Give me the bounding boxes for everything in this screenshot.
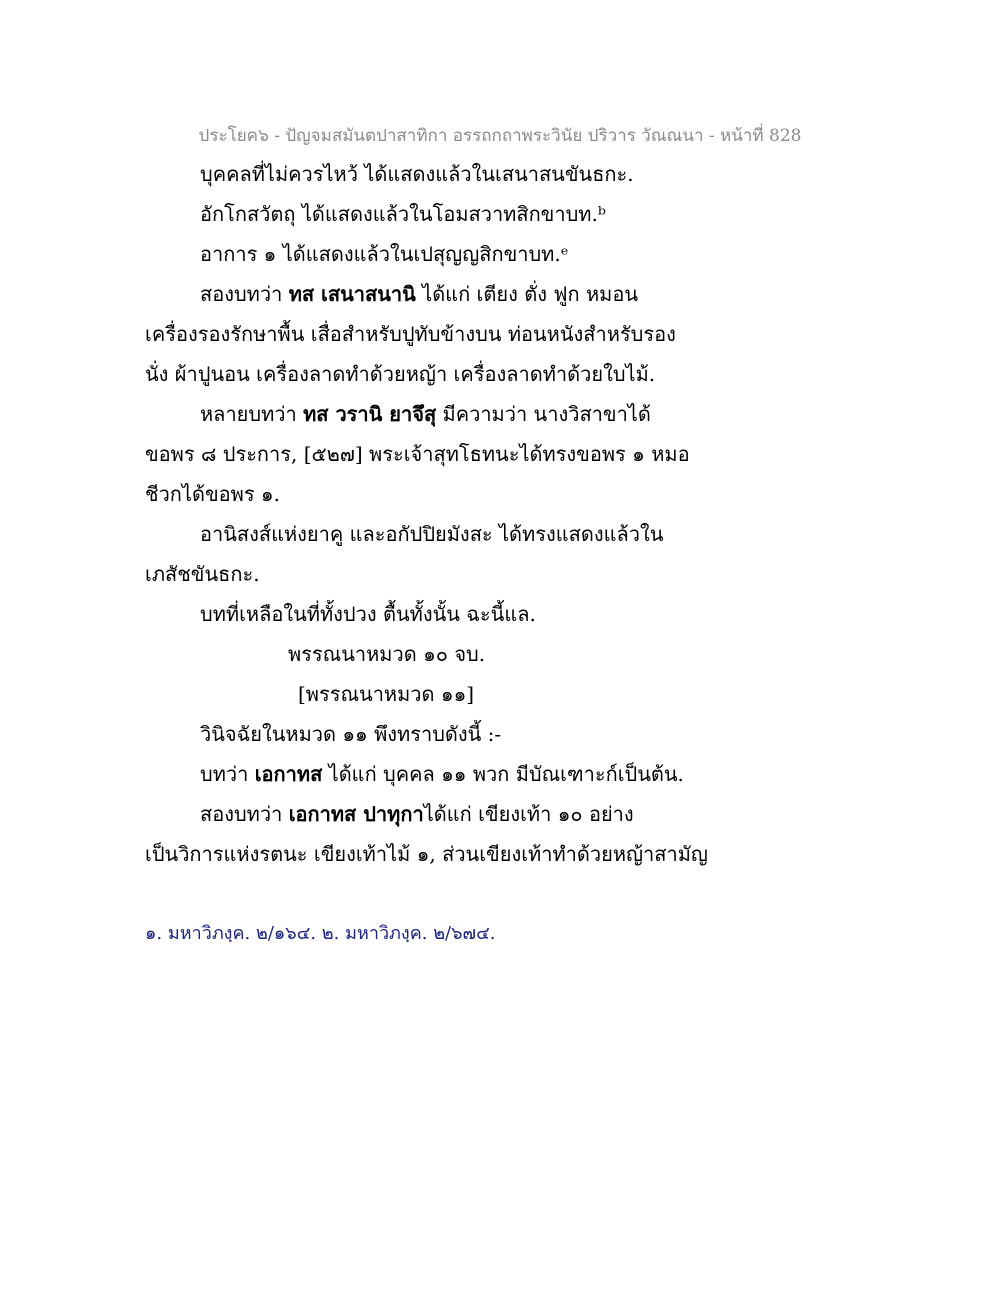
pali-term: ทส เสนาสนานิ: [288, 282, 416, 306]
section-title: [พรรณนาหมวด ๑๑]: [298, 682, 475, 706]
body-line-8: ขอพร ๘ ประการ, [๕๒๗] พระเจ้าสุทโธทนะได้ทรงขอพร ๑ หมอ: [145, 442, 690, 466]
pali-term: ทส วรานิ ยาจึสุ: [303, 402, 437, 426]
pali-term: เอกาทส: [254, 762, 323, 786]
body-line-6: นั่ง ผ้าปูนอน เครื่องลาดทำด้วยหญ้า เครื่องลาดทำด้วยใบไม้.: [145, 362, 656, 386]
body-line-3: อาการ ๑ ได้แสดงแล้วในเปสุญญสิกขาบท.ᵉ: [200, 242, 569, 266]
text-segment: มีความว่า นางวิสาขาได้: [436, 402, 651, 426]
page-header: ประโยค๖ - ปัญจมสมันตปาสาทิกา อรรถกถาพระวินัย ปริวาร วัณณนา - หน้าที่ 828: [198, 126, 802, 146]
body-line-15: วินิจฉัยในหมวด ๑๑ พึงทราบดังนี้ :-: [200, 722, 502, 746]
text-segment: สองบทว่า: [200, 802, 289, 826]
body-line-10: อานิสงส์แห่งยาคู และอกัปปิยมังสะ ได้ทรงแสดงแล้วใน: [200, 522, 664, 546]
body-line-16: [200, 760, 684, 788]
body-line-11: เภสัชขันธกะ.: [145, 562, 260, 586]
text-segment: หลายบทว่า: [200, 402, 304, 426]
text-segment: บทว่า: [200, 762, 255, 786]
body-line-2: อักโกสวัตถุ ได้แสดงแล้วในโอมสวาทสิกขาบท.ᵇ: [200, 202, 606, 226]
body-line-4: [200, 280, 638, 308]
body-line-5: เครื่องรองรักษาพื้น เสื่อสำหรับปูทับข้างบน ท่อนหนังสำหรับรอง: [145, 322, 676, 346]
text-segment: ได้แก่ บุคคล ๑๑ พวก มีบัณเฑาะก์เป็นต้น.: [322, 762, 684, 786]
body-line-1: บุคคลที่ไม่ควรไหว้ ได้แสดงแล้วในเสนาสนขันธกะ.: [200, 162, 634, 186]
body-line-17: [200, 800, 634, 828]
body-line-7: [200, 400, 651, 428]
text-segment: ได้แก่ เขียงเท้า ๑๐ อย่าง: [423, 802, 634, 826]
footnote: ๑. มหาวิภงฺค. ๒/๑๖๔. ๒. มหาวิภงฺค. ๒/๖๗๔.: [145, 923, 496, 944]
section-end-title: พรรณนาหมวด ๑๐ จบ.: [288, 642, 486, 666]
pali-term: เอกาทส ปาทุกา: [288, 802, 424, 826]
body-line-9: ชีวกได้ขอพร ๑.: [145, 482, 280, 506]
text-segment: สองบทว่า: [200, 282, 289, 306]
body-line-12: บทที่เหลือในที่ทั้งปวง ตื้นทั้งนั้น ฉะนี้แล.: [200, 602, 536, 626]
body-line-18: เป็นวิการแห่งรตนะ เขียงเท้าไม้ ๑, ส่วนเขียงเท้าทำด้วยหญ้าสามัญ: [145, 842, 708, 866]
text-segment: ได้แก่ เตียง ตั่ง ฟูก หมอน: [415, 282, 638, 306]
